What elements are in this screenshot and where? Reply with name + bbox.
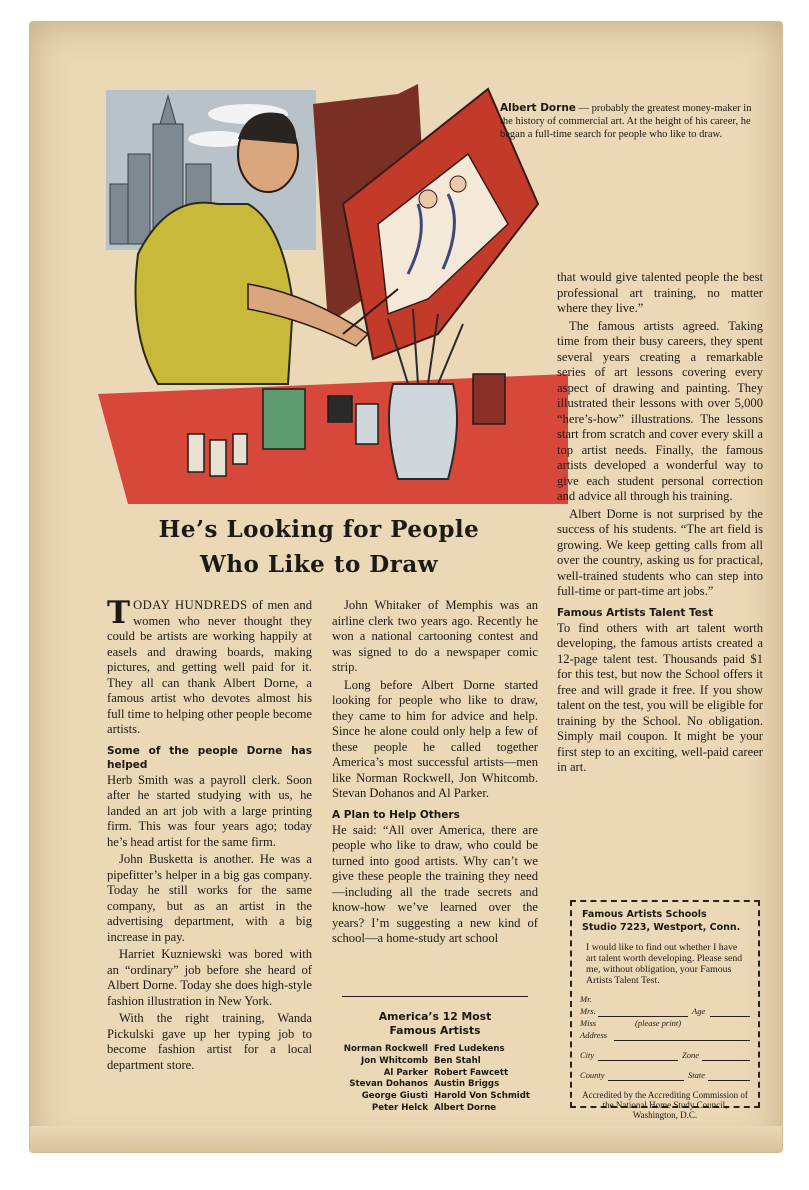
artist-name: Jon Whitcomb (361, 1055, 428, 1066)
subhead-plan: A Plan to Help Others (332, 808, 460, 821)
label-state: State (688, 1070, 705, 1080)
artist-name: Al Parker (383, 1067, 428, 1078)
paragraph-not-surprised: Albert Dorne is not surprised by the success of his students. “The art field is growing. We keep getting calls from all over the country, asking us for practical, well-trained students who can step into full-time or part-time art jobs.” (557, 506, 763, 598)
drop-cap: T (107, 595, 131, 631)
paragraph-artists-agreed: The famous artists agreed. Taking time from their busy careers, they spent several years creating a remarkable series of art lessons covering every aspect of drawing and painting. They illustrated their lessons with over 5,000 “here’s-how” illustrations. The lessons start from scratch and cover every skill a top artist needs. Finally, the famous artists developed a wonderful way to give each student personal correction and advice all through his training. (557, 318, 763, 503)
brush-jar (389, 384, 457, 479)
paragraph-continuation: that would give talented people the best professional art training, no matter where they live.” (557, 270, 763, 315)
intro-body: of men and women who never thought they could be artists are working happily at easels and drawing boards, making pictures, and getting well paid for it. They all can thank Albert Dorne, a famous artist who devotes almost his full time to helping other people become artists. (107, 598, 312, 736)
paragraph-long-before: Long before Albert Dorne started looking for people who like to draw, they came to him for advice and help. Since he alone could only help a few of these people he called together America’s most successful artists—men like Norman Rockwell, Jon Whitcomb. Stevan Dohanos and Al Parker. (332, 677, 538, 800)
headline-line-2: Who Like to Draw (199, 551, 439, 578)
label-zone: Zone (682, 1050, 699, 1060)
article-column-3 (557, 270, 763, 778)
magazine-page (30, 22, 782, 1152)
artists-row (330, 1044, 545, 1056)
artists-row (330, 1079, 545, 1091)
address-line[interactable] (614, 1040, 750, 1041)
label-miss: Miss (580, 1018, 597, 1028)
paragraph-john-whitaker: John Whitaker of Memphis was an airline clerk two years ago. Recently he won a national cartooning contest and was signed to do a newspaper comic strip. (332, 598, 538, 674)
subhead-people-helped: Some of the people Dorne has helped (107, 744, 312, 771)
coupon-accreditation: Accredited by the Accrediting Commission of the National Home Study Council, Washington, D.C. (582, 1090, 748, 1120)
state-line[interactable] (708, 1080, 750, 1081)
artists-row (330, 1068, 545, 1080)
paragraph-harriet-kuzniewski: Harriet Kuzniewski was bored with an “ordinary” job before she heard of Albert Dorne. Today she does high-style fashion illustration in New York. (107, 947, 312, 1008)
article-column-1 (107, 595, 312, 1075)
artist-name: Austin Briggs (434, 1079, 500, 1090)
label-county: County (580, 1070, 605, 1080)
coupon-address: Studio 7223, Westport, Conn. (582, 922, 741, 933)
article-column-2 (332, 598, 538, 949)
label-age: Age (692, 1006, 706, 1016)
paragraph-he-said: He said: “All over America, there are people who like to draw, who could be turned into good artists. Why can’t we give these people the training they need—including all the trade secrets and know-how we’ve learned over the years? I’m suggesting a new kind of school—a home-study art school (332, 822, 538, 945)
artist-name: George Giusti (361, 1091, 428, 1102)
label-address: Address (580, 1030, 608, 1040)
intro-paragraph (107, 595, 312, 738)
artist-name: Stevan Dohanos (349, 1079, 428, 1090)
artists-row (330, 1056, 545, 1068)
divider-rule (342, 996, 528, 997)
headline-line-1: He’s Looking for People (158, 516, 480, 543)
city-line[interactable] (598, 1060, 678, 1061)
artist-name: Peter Helck (371, 1102, 428, 1113)
zone-line[interactable] (702, 1060, 750, 1061)
name-line[interactable] (598, 1016, 688, 1017)
artist-name: Robert Fawcett (434, 1067, 509, 1078)
paragraph-wanda-pickulski: With the right training, Wanda Pickulski gave up her typing job to become fashion artist for a local department store. (107, 1011, 312, 1072)
coupon-field-county[interactable] (580, 1070, 750, 1082)
coupon-field-city[interactable] (580, 1050, 750, 1062)
headline (90, 512, 548, 582)
artists-list (330, 1044, 545, 1115)
coupon-field-miss[interactable] (580, 1018, 750, 1030)
artists-row (330, 1103, 545, 1115)
paragraph-herb-smith: Herb Smith was a payroll clerk. Soon after he started studying with us, he landed an art job with a large printing firm. This was four years ago; today he’s head artist for the same firm. (107, 772, 312, 849)
coupon-field-mr[interactable] (580, 994, 750, 1006)
label-please-print: (please print) (635, 1018, 682, 1028)
artist-name: Albert Dorne (434, 1102, 497, 1113)
coupon-body: I would like to find out whether I have art talent worth developing. Please send me, without obligation, your Famous Artists Talent Test. (586, 942, 743, 986)
caption-text: — probably the greatest money-maker in the history of commercial art. At the height of his career, he began a full-time search for people who like to draw. (500, 103, 752, 140)
artists-row (330, 1091, 545, 1103)
mail-coupon[interactable] (570, 900, 760, 1120)
artist-name: Norman Rockwell (343, 1044, 428, 1054)
coupon-field-name[interactable] (580, 1006, 750, 1018)
coupon-school-name: Famous Artists Schools (582, 909, 707, 920)
artists-list-title (330, 1010, 540, 1038)
artist-name: Ben Stahl (434, 1055, 481, 1066)
caption-name: Albert Dorne (500, 102, 576, 114)
county-line[interactable] (608, 1080, 684, 1081)
artists-list-title-line-1: America’s 12 Most (378, 1010, 492, 1023)
age-line[interactable] (710, 1016, 750, 1017)
paragraph-talent-test: To find others with art talent worth developing, the famous artists created a 12-page talent test. Thousands paid $1 for this test, but now the School offers it free and will grade it free. If you show talent on the test, you will be eligible for training by the School. No obligation. Simply mail coupon. It might be your first step to an exciting, well-paid career in art. (557, 620, 763, 774)
label-mrs: Mrs. (580, 1006, 596, 1016)
artist-name: Fred Ludekens (434, 1044, 505, 1054)
artist-illustration (98, 84, 568, 504)
artists-list-title-line-2: Famous Artists (389, 1024, 481, 1037)
illustration-caption (500, 102, 760, 141)
paragraph-john-busketta: John Busketta is another. He was a pipefitter’s helper in a big gas company. Today he still works for the same company, but as an artist in the advertising department, with a big increase in pay. (107, 852, 312, 944)
intro-lead: ODAY HUNDREDS (133, 598, 248, 612)
label-city: City (580, 1050, 595, 1060)
coupon-field-address[interactable] (580, 1030, 750, 1042)
subhead-talent-test: Famous Artists Talent Test (557, 606, 714, 619)
label-mr: Mr. (580, 994, 592, 1004)
artist-name: Harold Von Schmidt (434, 1091, 530, 1102)
